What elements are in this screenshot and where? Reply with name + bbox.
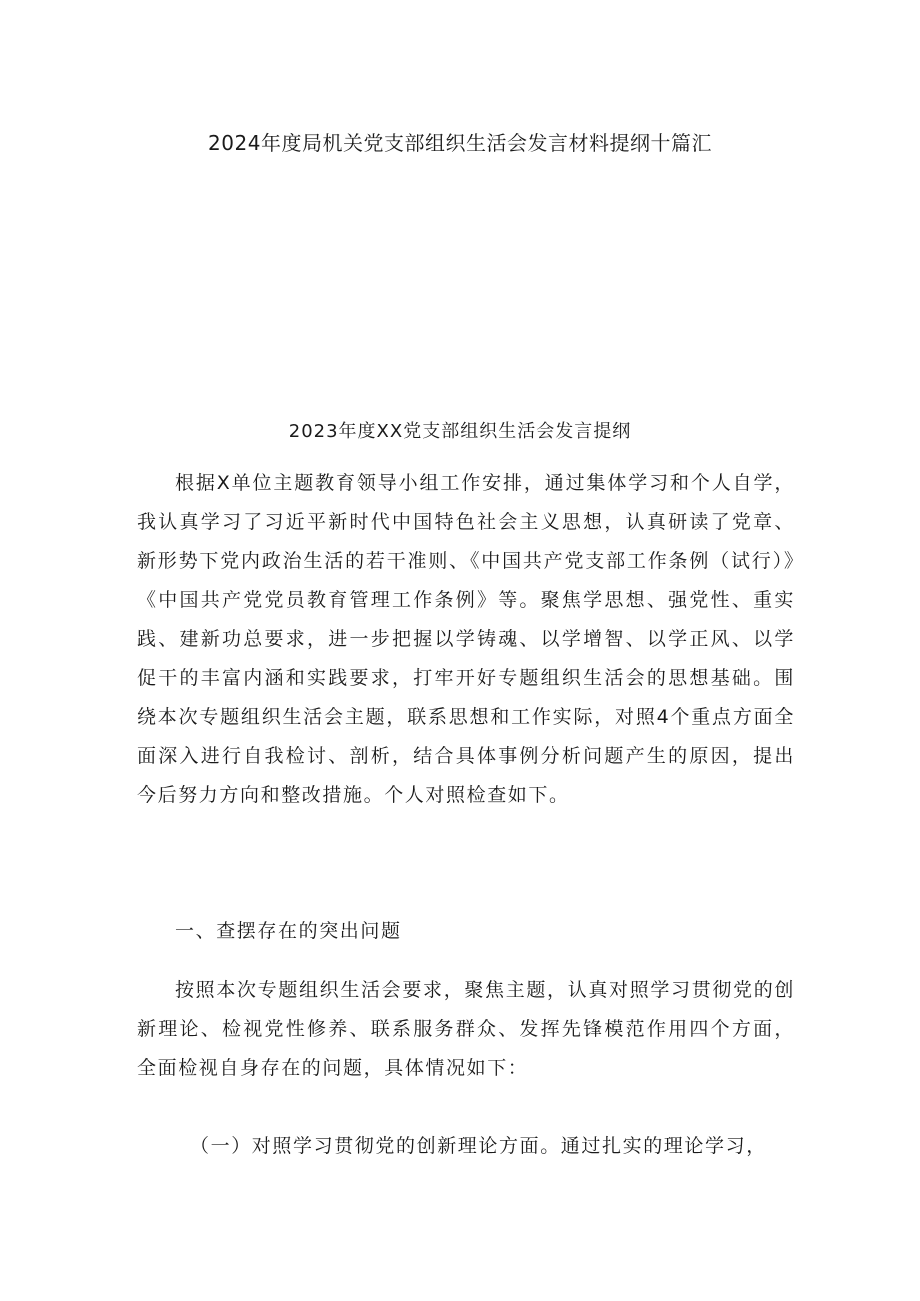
document-title: 2024年度局机关党支部组织生活会发言材料提纲十篇汇: [208, 131, 712, 155]
body-paragraph-subsection: （一）对照学习贯彻党的创新理论方面。通过扎实的理论学习，: [190, 1135, 767, 1157]
document-subtitle: 2023年度XX党支部组织生活会发言提纲: [288, 421, 632, 442]
body-paragraph-requirements: 按照本次专题组织生活会要求，聚焦主题，认真对照学习贯彻党的创新理论、检视党性修养、联系服务群众、发挥先锋模范作用四个方面，全面检视自身存在的问题，具体情况如下：: [137, 979, 795, 1079]
body-paragraph-intro: 根据X单位主题教育领导小组工作安排，通过集体学习和个人自学，我认真学习了习近平新时代中国特色社会主义思想，认真研读了党章、新形势下党内政治生活的若干准则、《中国共产党支部工作条例（试行）》《中国共产党党员教育管理工作条例》等。聚焦学思想、强党性、重实践、建新功总要求，进一步把握以学铸魂、以学增智、以学正风、以学促干的丰富内涵和实践要求，打牢开好专题组织生活会的思想基础。围绕本次专题组织生活会主题，联系思想和工作实际，对照4个重点方面全面深入进行自我检讨、剖析，结合具体事例分析问题产生的原因，提出今后努力方向和整改措施。个人对照检查如下。: [137, 472, 795, 806]
section-heading: 一、查摆存在的突出问题: [175, 920, 402, 942]
